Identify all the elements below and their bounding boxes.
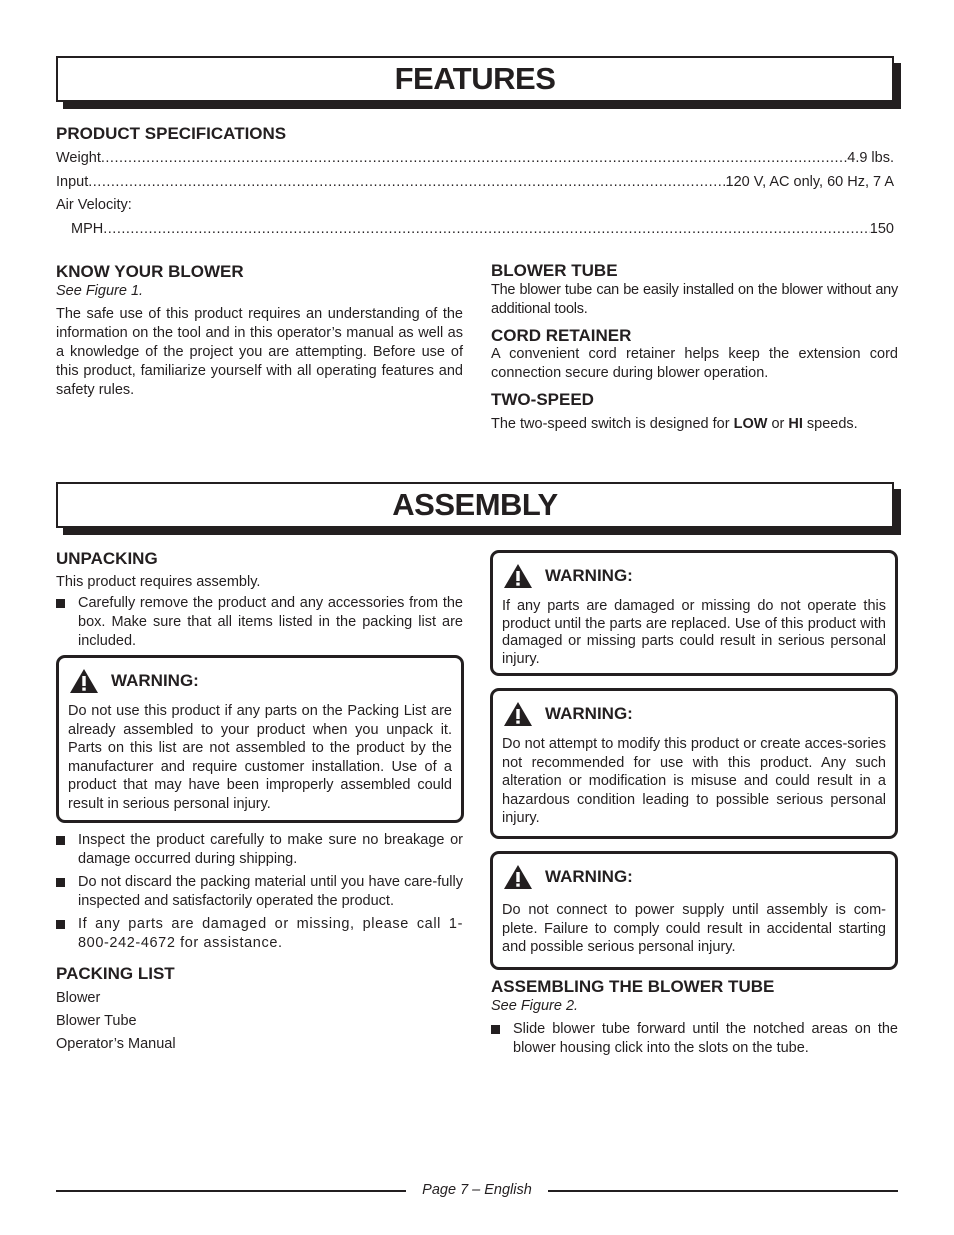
- spec-input-label: Input: [56, 174, 89, 190]
- warning-triangle-icon: [69, 668, 99, 694]
- packing-list-item: Blower: [56, 990, 101, 1006]
- unpacking-bullet-1-text: Carefully remove the product and any accessories from the box. Make sure that all items listed in the packing list are included.: [78, 595, 463, 649]
- know-your-blower-figure-ref: See Figure 1.: [56, 283, 144, 299]
- features-title: FEATURES: [394, 61, 556, 96]
- spec-leader-dots: [88, 173, 725, 192]
- warning-triangle-icon: [503, 701, 533, 727]
- square-bullet-icon: [491, 1025, 500, 1034]
- two-speed-hi-label: HI: [788, 416, 803, 432]
- product-specifications-heading: PRODUCT SPECIFICATIONS: [56, 124, 287, 143]
- two-speed-or: or: [767, 416, 789, 432]
- warning-header: [503, 701, 633, 727]
- warning-label: WARNING:: [545, 867, 633, 886]
- unpacking-bullet-4-text: If any parts are damaged or missing, please call 1-800-242-4672 for assistance.: [78, 916, 463, 951]
- packing-list-heading: PACKING LIST: [56, 964, 175, 983]
- square-bullet-icon: [56, 920, 65, 929]
- two-speed-heading: TWO-SPEED: [491, 390, 594, 409]
- assembling-blower-tube-heading: ASSEMBLING THE BLOWER TUBE: [491, 977, 775, 996]
- warning-text: Do not attempt to modify this product or create acces-sories not recommended for use with this product. Any such alteration or modification is misuse and could result in a hazardous condition leading to possible serious personal injury.: [502, 736, 886, 826]
- two-speed-text-start: The two-speed switch is designed for: [491, 416, 734, 432]
- warning-text: Do not connect to power supply until assembly is com-plete. Failure to comply could result in accidental starting and possible serious personal injury.: [502, 902, 886, 955]
- page-footer: [0, 1181, 954, 1200]
- know-your-blower-heading: KNOW YOUR BLOWER: [56, 262, 244, 281]
- spec-row-weight: [56, 149, 894, 168]
- unpacking-bullet-3-text: Do not discard the packing material until you have care-fully inspected and satisfactorily operated the product.: [78, 874, 463, 909]
- warning-text: If any parts are damaged or missing do not operate this product until the parts are replaced. Use of this product with damaged or missing parts could result in serious personal injury.: [502, 598, 886, 667]
- warning-box-power-supply: [490, 851, 898, 970]
- cord-retainer-heading: CORD RETAINER: [491, 326, 632, 345]
- spec-row-mph: [71, 220, 894, 239]
- packing-list-item: Blower Tube: [56, 1013, 137, 1029]
- warning-box-packing-list: [56, 655, 464, 823]
- unpacking-bullet-4: [56, 915, 463, 953]
- unpacking-bullet-2: [56, 831, 463, 869]
- spec-air-velocity-label: Air Velocity:: [56, 197, 132, 213]
- unpacking-intro: This product requires assembly.: [56, 574, 261, 590]
- warning-box-modification: [490, 688, 898, 839]
- spec-mph-label: MPH: [71, 221, 104, 237]
- square-bullet-icon: [56, 878, 65, 887]
- two-speed-low-label: LOW: [733, 416, 768, 432]
- spec-leader-dots: [101, 149, 847, 168]
- warning-triangle-icon: [503, 864, 533, 890]
- assembly-banner: [56, 482, 894, 528]
- page-number: Page 7 – English: [412, 1182, 542, 1198]
- warning-text: Do not use this product if any parts on the Packing List are already assembled to your product when you unpack it. Parts on this list are not assembled to the product by the manufacturer and require customer installation. Use of a product that may have been improperly assembled could result in serious personal injury.: [68, 703, 452, 812]
- warning-label: WARNING:: [111, 671, 199, 690]
- spec-mph-value: 150: [869, 221, 894, 237]
- unpacking-bullet-2-text: Inspect the product carefully to make sure no breakage or damage occurred during shipping.: [78, 832, 463, 867]
- spec-input-value: 120 V, AC only, 60 Hz, 7 A: [725, 174, 894, 190]
- blower-tube-heading: BLOWER TUBE: [491, 261, 618, 280]
- packing-list-item: Operator’s Manual: [56, 1036, 176, 1052]
- unpacking-bullet-1: [56, 594, 463, 651]
- unpacking-bullet-3: [56, 873, 463, 911]
- features-banner: [56, 56, 894, 102]
- square-bullet-icon: [56, 836, 65, 845]
- warning-label: WARNING:: [545, 704, 633, 723]
- spec-weight-value: 4.9 lbs.: [847, 150, 894, 166]
- warning-header: [69, 668, 199, 694]
- warning-label: WARNING:: [545, 566, 633, 585]
- assembling-blower-tube-bullet: [491, 1020, 898, 1058]
- warning-header: [503, 563, 633, 589]
- two-speed-text: [491, 415, 898, 434]
- two-speed-text-end: speeds.: [802, 416, 858, 432]
- spec-row-input: [56, 173, 894, 192]
- know-your-blower-text: The safe use of this product requires an understanding of the information on the tool and in this operator’s manual as well as a knowledge of the project you are attempting. Before use of this product, familiarize yourself with all operating features and safety rules.: [56, 306, 463, 398]
- assembling-blower-tube-bullet-text: Slide blower tube forward until the notched areas on the blower housing click into the slots on the tube.: [513, 1021, 898, 1056]
- assembling-blower-tube-figure-ref: See Figure 2.: [491, 998, 579, 1014]
- warning-triangle-icon: [503, 563, 533, 589]
- blower-tube-text: The blower tube can be easily installed on the blower without any additional tools.: [491, 282, 898, 317]
- warning-header: [503, 864, 633, 890]
- spec-leader-dots: [103, 220, 870, 239]
- unpacking-heading: UNPACKING: [56, 549, 158, 568]
- square-bullet-icon: [56, 599, 65, 608]
- assembly-title: ASSEMBLY: [392, 487, 558, 522]
- warning-box-damaged-parts: [490, 550, 898, 676]
- spec-weight-label: Weight: [56, 150, 101, 166]
- cord-retainer-text: A convenient cord retainer helps keep the extension cord connection secure during blower operation.: [491, 346, 898, 381]
